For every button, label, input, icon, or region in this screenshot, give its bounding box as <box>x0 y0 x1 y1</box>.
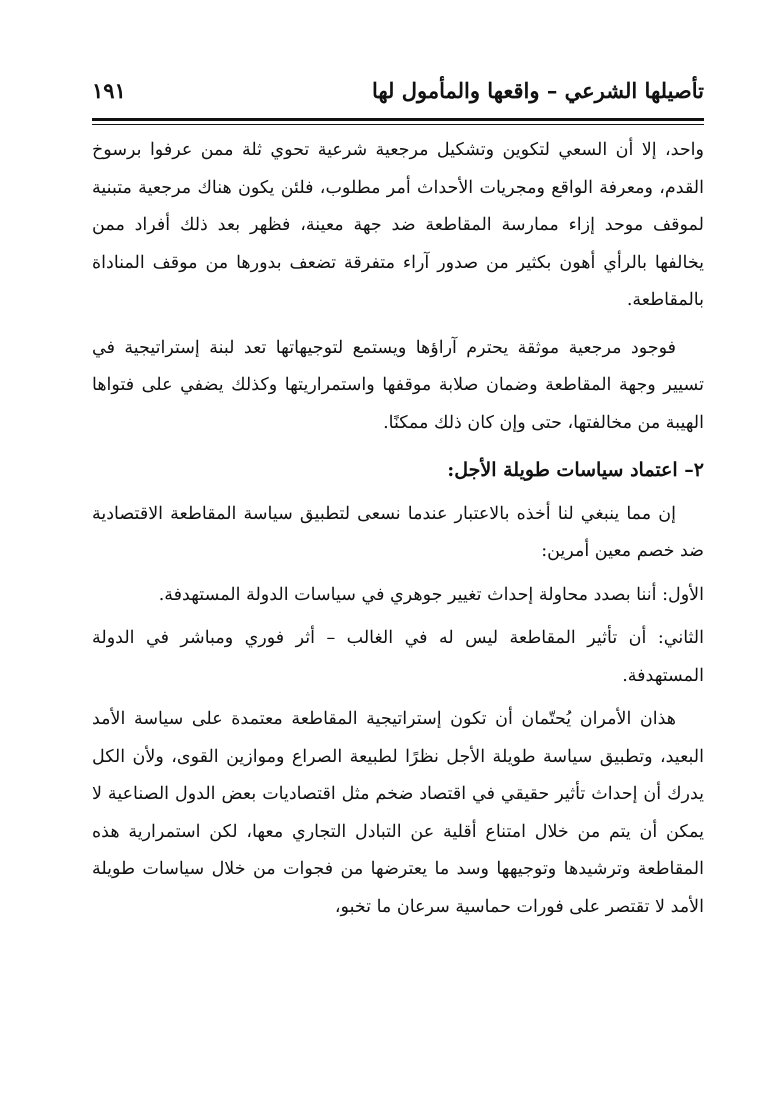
header-rule-thin <box>92 124 704 125</box>
paragraph: واحد، إلا أن السعي لتكوين وتشكيل مرجعية شرعية تحوي ثلة ممن عرفوا برسوخ القدم، ومعرفة الواقع ومجريات الأحداث أمر مطلوب، فلئن يكون هناك مرجعية متبنية لموقف موحد إزاء ممارسة المقاطعة ضد جهة معينة، فظهر بعد ذلك أفراد ممن يخالفها بالرأي أهون بكثير من صدور آراء متفرقة تضعف بدورها من موقف المناداة بالمقاطعة. <box>92 140 704 310</box>
header-rule-thick <box>92 118 704 121</box>
paragraph: إن مما ينبغي لنا أخذه بالاعتبار عندما نسعى لتطبيق سياسة المقاطعة الاقتصادية ضد خصم معين أمرين: <box>92 503 704 561</box>
body-text <box>92 132 704 936</box>
page-header <box>92 72 704 116</box>
paragraph: الثاني: أن تأثير المقاطعة ليس له في الغالب – أثر فوري ومباشر في الدولة المستهدفة. <box>92 628 704 686</box>
running-title: تأصيلها الشرعي – واقعها والمأمول لها <box>371 78 704 103</box>
page-number: ١٩١ <box>92 78 126 103</box>
paragraph: الأول: أننا بصدد محاولة إحداث تغيير جوهري في سياسات الدولة المستهدفة. <box>158 584 704 605</box>
section-heading: ٢– اعتماد سياسات طويلة الأجل: <box>447 459 704 481</box>
paragraph: فوجود مرجعية موثقة يحترم آراؤها ويستمع لتوجيهاتها تعد لبنة إستراتيجية في تسيير وجهة المقاطعة وضمان صلابة موقفها واستمراريتها وكذلك يضفي على فتواها الهيبة من مخالفتها، حتى وإن كان ذلك ممكنًا. <box>92 337 704 433</box>
paragraph: هذان الأمران يُحتّمان أن تكون إستراتيجية المقاطعة معتمدة على سياسة الأمد البعيد، وتطبيق سياسة طويلة الأجل نظرًا لطبيعة الصراع وموازين القوى، ولأن الكل يدرك أن إحداث تأثير حقيقي في اقتصاد ضخم مثل اقتصاديات بعض الدول الصناعية لا يمكن أن يتم من خلال امتناع أقلية عن التبادل التجاري معها، لكن استمرارية هذه المقاطعة وترشيدها وتوجيهها وسد ما يعترضها من فجوات من خلال سياسات طويلة الأمد لا تقتصر على فورات حماسية سرعان ما تخبو، <box>92 709 704 917</box>
